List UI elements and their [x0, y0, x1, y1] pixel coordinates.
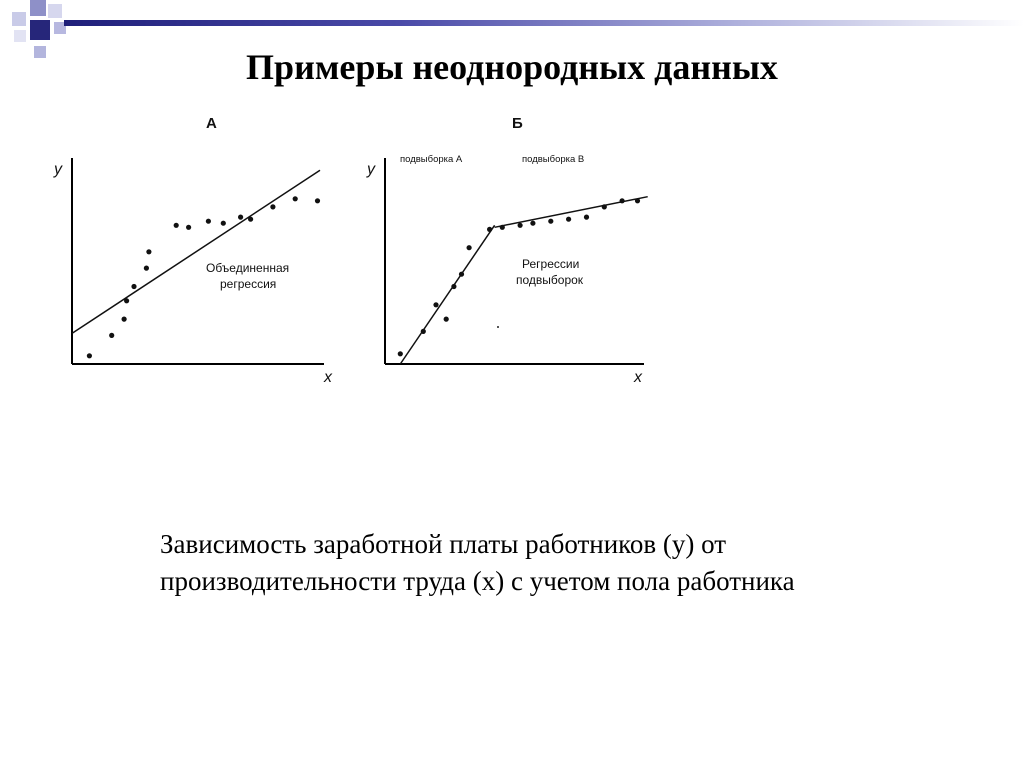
chart-b-regression-line-a: [400, 225, 494, 364]
chart-b-data-point: [433, 302, 438, 307]
chart-a-data-point: [238, 215, 243, 220]
chart-a-data-point: [109, 333, 114, 338]
chart-a-data-point: [315, 198, 320, 203]
slide-title: Примеры неоднородных данных: [246, 47, 778, 87]
chart-b-data-point: [518, 223, 523, 228]
chart-b-data-point: [635, 198, 640, 203]
chart-b-annotation-line2: подвыборок: [516, 273, 584, 287]
chart-a-panel-label: А: [206, 115, 217, 132]
chart-a-data-point: [174, 223, 179, 228]
chart-b-data-point: [398, 351, 403, 356]
chart-b-series-b-label: подвыборка В: [522, 154, 585, 165]
chart-b-annotation-line1: Регрессии: [522, 257, 580, 271]
deco-square: [30, 20, 50, 40]
chart-b-y-label: y: [367, 161, 375, 178]
deco-square: [14, 30, 26, 42]
chart-b: [366, 115, 648, 386]
chart-a-points: [87, 196, 320, 358]
chart-b-panel-label: Б: [512, 115, 523, 132]
chart-b-data-point: [459, 272, 464, 277]
chart-b-data-point: [620, 198, 625, 203]
chart-a-regression-line: [72, 170, 320, 333]
chart-b-series-a-label: подвыборка А: [400, 154, 463, 165]
chart-a-data-point: [221, 221, 226, 226]
chart-a-annotation-line1: Объединенная: [206, 261, 290, 275]
stray-dot: [497, 326, 499, 328]
chart-a-data-point: [206, 219, 211, 224]
chart-b-data-point: [530, 221, 535, 226]
chart-a-annotation-line2: регрессия: [220, 277, 277, 291]
chart-a-data-point: [270, 204, 275, 209]
chart-b-x-label: x: [634, 369, 642, 386]
chart-b-data-point: [602, 204, 607, 209]
header-gradient-bar: [64, 20, 1024, 26]
chart-a-data-point: [186, 225, 191, 230]
chart-b-data-point: [444, 317, 449, 322]
chart-b-data-point: [500, 225, 505, 230]
chart-a-x-label: x: [324, 369, 332, 386]
chart-a-data-point: [144, 266, 149, 271]
chart-a-data-point: [131, 284, 136, 289]
chart-b-data-point: [566, 217, 571, 222]
charts-figure: [0, 100, 1024, 400]
deco-square: [48, 4, 62, 18]
chart-a-data-point: [293, 196, 298, 201]
chart-b-data-point: [487, 227, 492, 232]
chart-a-data-point: [122, 317, 127, 322]
chart-a-data-point: [248, 217, 253, 222]
chart-b-data-point: [584, 215, 589, 220]
chart-b-regression-line-b: [495, 197, 648, 228]
chart-a-data-point: [87, 353, 92, 358]
chart-a-data-point: [124, 298, 129, 303]
chart-a: [53, 115, 333, 386]
chart-b-data-point: [421, 329, 426, 334]
chart-a-data-point: [146, 249, 151, 254]
deco-square: [30, 0, 46, 16]
deco-square: [12, 12, 26, 26]
chart-b-data-point: [451, 284, 456, 289]
chart-b-data-point: [548, 219, 553, 224]
chart-a-y-label: y: [54, 161, 62, 178]
slide-caption: Зависимость заработной платы работников (y) от производительности труда (х) с учетом пола работника: [160, 529, 795, 596]
chart-b-data-point: [467, 245, 472, 250]
